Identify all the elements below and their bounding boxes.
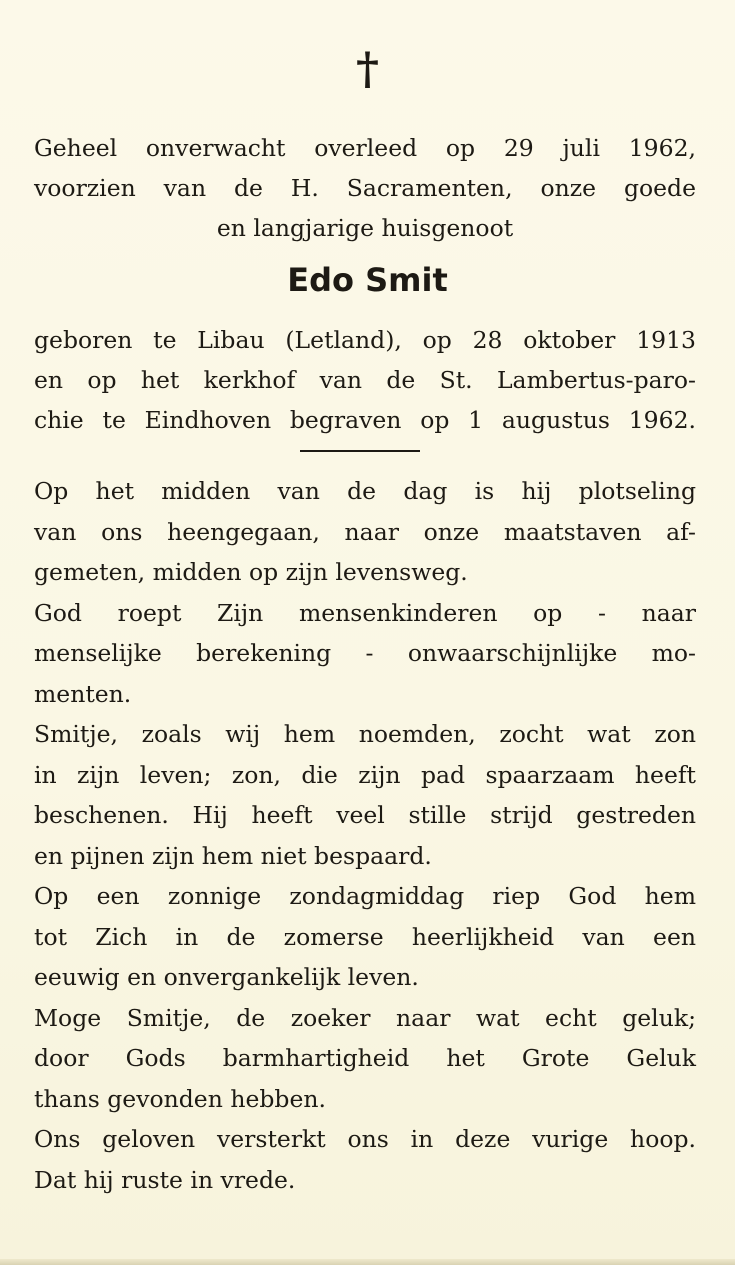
body-line: Ons geloven versterkt ons in deze vurige hoop. xyxy=(34,1125,696,1153)
intro-line: voorzien van de H. Sacramenten, onze goede xyxy=(34,174,696,202)
intro-text xyxy=(34,128,696,248)
intro-line: en langjarige huisgenoot xyxy=(216,214,514,242)
body-line: menten. xyxy=(34,679,132,708)
body-line: en pijnen zijn hem niet bespaard. xyxy=(34,841,432,870)
body-line: van ons heengegaan, naar onze maatstaven af- xyxy=(34,517,696,546)
body-line: in zijn leven; zon, die zijn pad spaarzaam heeft xyxy=(34,760,696,789)
body-line: Op een zonnige zondagmiddag riep God hem xyxy=(34,882,696,910)
birth-line: geboren te Libau (Letland), op 28 oktober 1913 xyxy=(34,326,696,354)
body-line: Moge Smitje, de zoeker naar wat echt geluk; xyxy=(34,1003,696,1032)
birth-line: en op het kerkhof van de St. Lambertus-paro- xyxy=(34,366,696,394)
card-edge xyxy=(0,1259,735,1265)
body-line: God roept Zijn mensenkinderen op - naar xyxy=(34,598,696,627)
body-line: menselijke berekening - onwaarschijnlijke mo- xyxy=(34,639,696,667)
body-line: beschenen. Hij heeft veel stille strijd gestreden xyxy=(34,801,696,829)
body-line: Op het midden van de dag is hij plotseling xyxy=(34,477,696,505)
divider-rule xyxy=(300,450,420,452)
body-line: Smitje, zoals wij hem noemden, zocht wat zon xyxy=(34,720,696,748)
body-line: door Gods barmhartigheid het Grote Geluk xyxy=(34,1044,696,1072)
body-line: thans gevonden hebben. xyxy=(34,1084,326,1113)
memorial-text xyxy=(34,471,696,1200)
intro-line: Geheel onverwacht overleed op 29 juli 1962, xyxy=(34,134,696,162)
birth-burial-text xyxy=(34,320,696,440)
cross-icon: † xyxy=(355,44,379,95)
body-line: Dat hij ruste in vrede. xyxy=(34,1165,296,1194)
body-line: gemeten, midden op zijn levensweg. xyxy=(34,558,468,586)
body-line: tot Zich in de zomerse heerlijkheid van een xyxy=(34,922,696,951)
body-line: eeuwig en onvergankelijk leven. xyxy=(34,963,419,991)
birth-line: chie te Eindhoven begraven op 1 augustus 1962. xyxy=(34,406,696,434)
deceased-name: Edo Smit xyxy=(287,261,448,299)
